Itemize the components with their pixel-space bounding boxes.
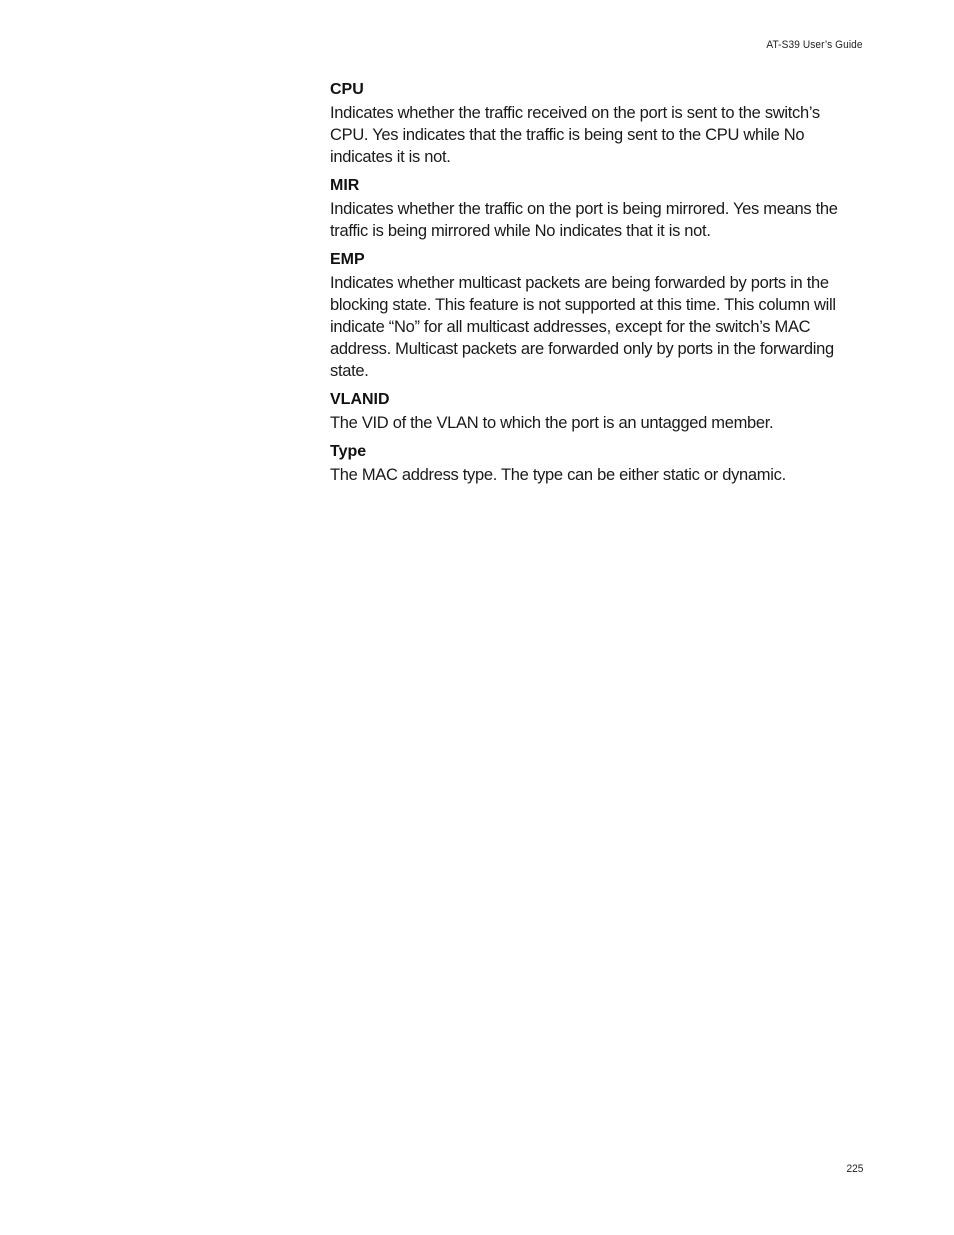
term-heading: EMP — [330, 251, 365, 268]
definition-entry-vlanid — [330, 390, 850, 434]
term-heading: CPU — [330, 81, 364, 98]
term-definition: Indicates whether the traffic on the port is being mirrored. Yes means the traffic is being mirrored while No indicates that it is not. — [330, 200, 838, 240]
definition-entry-type — [330, 442, 850, 486]
definition-entry-mir — [330, 176, 850, 242]
term-definition: Indicates whether multicast packets are being forwarded by ports in the blocking state. This feature is not supported at this time. This column will indicate “No” for all multicast addresses, except for the switch’s MAC address. Multicast packets are forwarded only by ports in the forwarding state. — [330, 274, 836, 380]
term-heading: VLANID — [330, 391, 390, 408]
definition-list — [330, 80, 850, 494]
running-header: AT-S39 User’s Guide — [766, 39, 863, 51]
term-definition: Indicates whether the traffic received on the port is sent to the switch’s CPU. Yes indicates that the traffic is being sent to the CPU while No indicates it is not. — [330, 104, 820, 166]
definition-entry-emp — [330, 250, 850, 382]
term-definition: The VID of the VLAN to which the port is an untagged member. — [330, 414, 774, 432]
term-heading: MIR — [330, 177, 360, 194]
term-heading: Type — [330, 443, 367, 460]
page-number: 225 — [846, 1163, 863, 1175]
definition-entry-cpu — [330, 80, 850, 168]
term-definition: The MAC address type. The type can be either static or dynamic. — [330, 466, 786, 484]
